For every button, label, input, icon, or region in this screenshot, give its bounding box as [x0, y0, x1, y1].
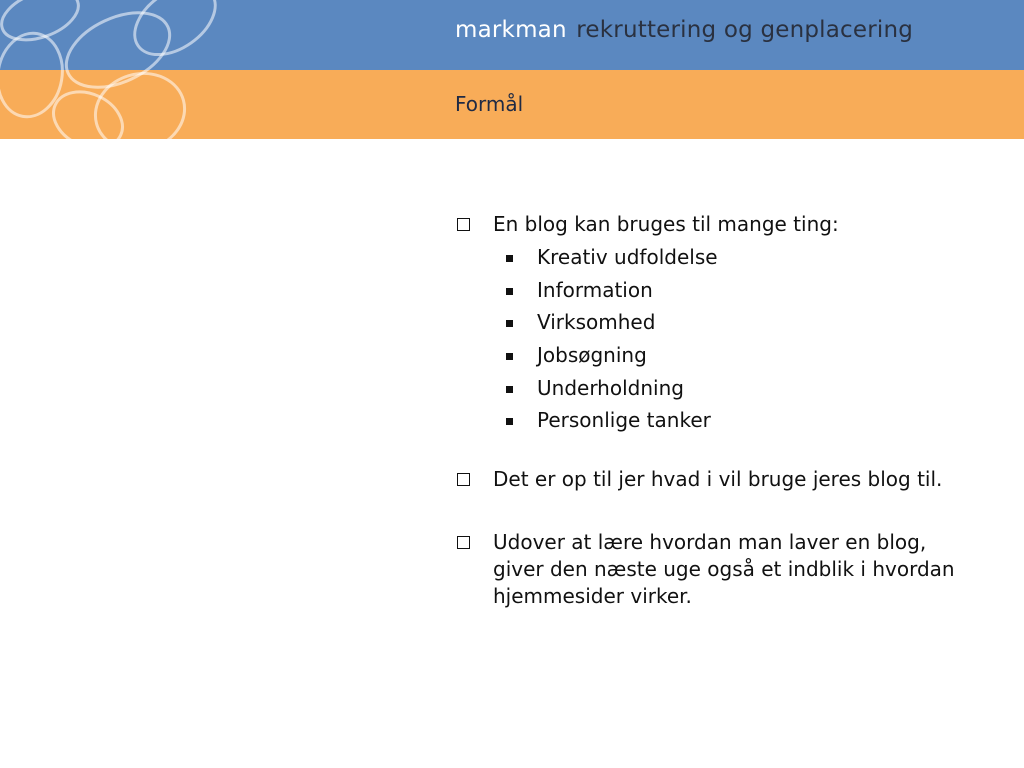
bullet-text: En blog kan bruges til mange ting:: [493, 212, 839, 236]
sub-bullet-text: Virksomhed: [537, 310, 656, 335]
sub-bullet-item: [506, 375, 995, 408]
sub-bullet-text: Kreativ udfoldelse: [537, 245, 718, 269]
brand-tagline: rekruttering og genplacering: [576, 17, 914, 43]
sub-bullet-item: [506, 342, 995, 375]
sub-bullet-item: [506, 277, 995, 310]
bullet-text: Udover at lære hvordan man laver en blog, giver den næste uge også et indblik i hvordan hjemmesider virker.: [493, 530, 955, 609]
bullet-item: [455, 466, 995, 493]
bullet-item: [455, 211, 995, 238]
hollow-square-bullet-icon: [457, 536, 470, 549]
filled-square-bullet-icon: [506, 386, 513, 393]
hollow-square-bullet-icon: [457, 218, 470, 231]
sub-bullet-text: Jobsøgning: [537, 343, 647, 368]
filled-square-bullet-icon: [506, 320, 513, 327]
section-title: Formål: [455, 92, 524, 116]
bullet-text: Det er op til jer hvad i vil bruge jeres blog til.: [493, 467, 943, 492]
sub-bullet-item: [506, 309, 995, 342]
sub-bullet-text: Underholdning: [537, 375, 684, 400]
decorative-rings-graphic: [0, 0, 260, 139]
brand-name: markman: [455, 17, 567, 43]
sub-bullet-list: [455, 244, 995, 440]
filled-square-bullet-icon: [506, 255, 513, 262]
sub-bullet-item: [506, 244, 995, 277]
brand-header: [455, 17, 913, 43]
sub-bullet-text: Information: [537, 277, 653, 302]
filled-square-bullet-icon: [506, 353, 513, 360]
filled-square-bullet-icon: [506, 418, 513, 425]
sub-bullet-item: [506, 407, 995, 440]
hollow-square-bullet-icon: [457, 473, 470, 486]
bullet-item: [455, 529, 995, 610]
sub-bullet-text: Personlige tanker: [537, 408, 711, 433]
filled-square-bullet-icon: [506, 288, 513, 295]
slide-content: [455, 211, 995, 610]
